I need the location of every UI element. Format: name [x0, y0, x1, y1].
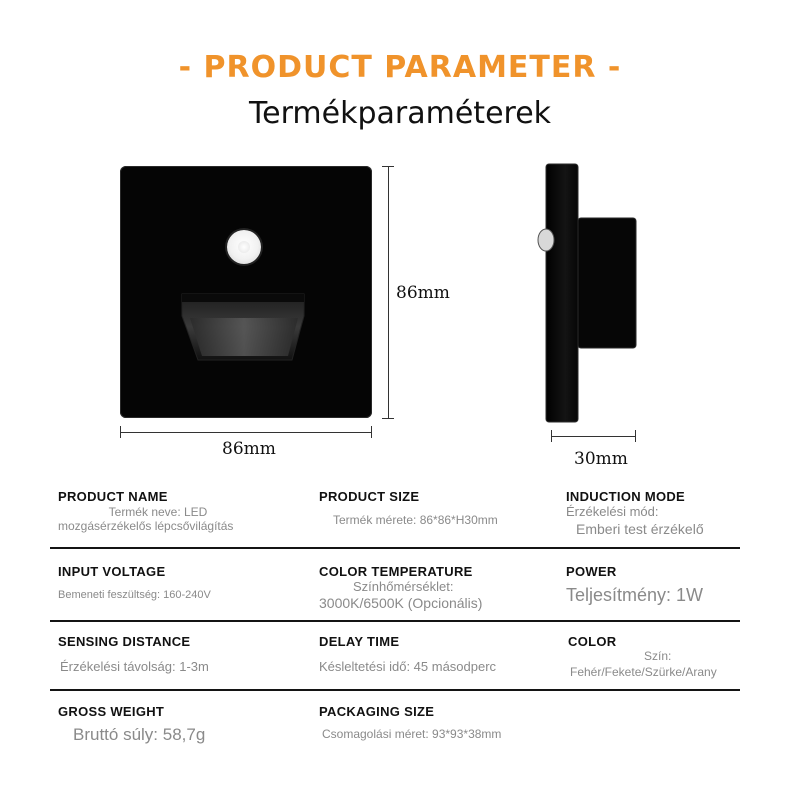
- spec-product-size: [319, 489, 549, 527]
- spec-value: Érzékelési mód:: [566, 504, 659, 519]
- spec-value: mozgásérzékelős lépcsővilágítás: [58, 519, 234, 533]
- spec-value: Késleltetési idő: 45 másodperc: [319, 659, 497, 674]
- height-dimension-label: 86mm: [396, 283, 450, 303]
- spec-delay-time: [319, 634, 549, 674]
- spec-value: Fehér/Fekete/Szürke/Arany: [570, 665, 717, 679]
- spec-label: INPUT VOLTAGE: [58, 564, 166, 579]
- page-title: - PRODUCT PARAMETER -: [178, 50, 622, 85]
- width-dimension-tick-left: [120, 426, 121, 438]
- page-subtitle: Termékparaméterek: [248, 96, 552, 131]
- spec-product-name: [58, 489, 308, 533]
- divider: [50, 547, 740, 549]
- spec-gross-weight: [58, 704, 308, 745]
- product-side-view: [530, 160, 650, 430]
- spec-color: [568, 634, 768, 679]
- spec-value: Érzékelési távolság: 1-3m: [60, 659, 209, 674]
- width-dimension-tick-right: [371, 426, 372, 438]
- spec-label: COLOR TEMPERATURE: [319, 564, 473, 579]
- spec-label: COLOR: [568, 634, 617, 649]
- divider: [50, 620, 740, 622]
- height-dimension-tick-bottom: [382, 418, 394, 419]
- motion-sensor-icon: [227, 230, 261, 264]
- spec-value: Színhőmérséklet:: [353, 579, 454, 594]
- spec-value: Emberi test érzékelő: [576, 521, 704, 537]
- spec-label: PACKAGING SIZE: [319, 704, 435, 719]
- depth-dimension-line: [551, 436, 636, 437]
- spec-label: SENSING DISTANCE: [58, 634, 191, 649]
- spec-input-voltage: [58, 564, 308, 601]
- spec-sensing-distance: [58, 634, 308, 674]
- spec-packaging-size: [319, 704, 559, 741]
- height-dimension-tick-top: [382, 166, 394, 167]
- spec-power: [566, 564, 766, 606]
- light-window-icon: [180, 288, 310, 368]
- width-dimension-label: 86mm: [222, 439, 276, 459]
- spec-label: GROSS WEIGHT: [58, 704, 165, 719]
- spec-value: Teljesítmény: 1W: [566, 585, 704, 605]
- spec-label: DELAY TIME: [319, 634, 400, 649]
- spec-value: Termék neve: LED: [108, 505, 208, 519]
- spec-label: PRODUCT SIZE: [319, 489, 420, 504]
- spec-value: Csomagolási méret: 93*93*38mm: [322, 727, 502, 741]
- width-dimension-line: [120, 432, 372, 433]
- spec-value: 3000K/6500K (Opcionális): [319, 595, 483, 611]
- depth-dimension-label: 30mm: [574, 449, 628, 469]
- spec-induction-mode: [566, 489, 766, 537]
- product-front-view: [120, 166, 372, 418]
- spec-value: Bruttó súly: 58,7g: [73, 725, 206, 744]
- height-dimension-line: [388, 166, 389, 418]
- spec-value: Termék mérete: 86*86*H30mm: [333, 513, 498, 527]
- divider: [50, 689, 740, 691]
- spec-value: Bemeneti feszültség: 160-240V: [58, 589, 211, 601]
- spec-color-temperature: [319, 564, 549, 611]
- depth-dimension-tick-right: [635, 430, 636, 442]
- spec-label: INDUCTION MODE: [566, 489, 686, 504]
- spec-label: PRODUCT NAME: [58, 489, 168, 504]
- spec-value: Szín:: [644, 649, 672, 663]
- depth-dimension-tick-left: [551, 430, 552, 442]
- spec-label: POWER: [566, 564, 617, 579]
